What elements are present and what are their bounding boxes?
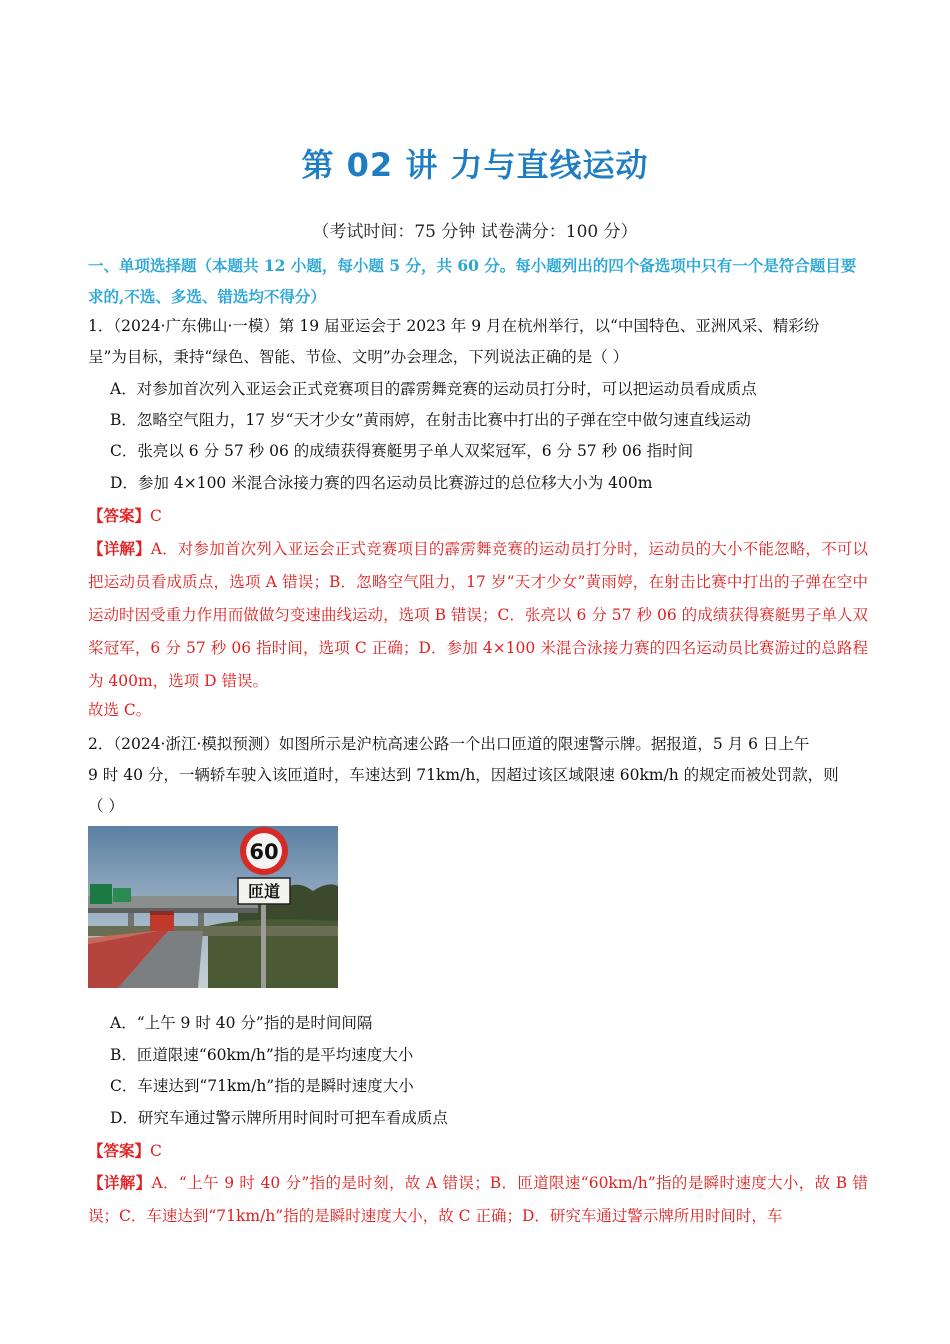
q1-answer (88, 500, 162, 532)
q2-option-c: C．车速达到“71km/h”指的是瞬时速度大小 (110, 1077, 414, 1095)
q2-stem-line3: （ ） (88, 797, 124, 815)
speed-limit-sign-photo (88, 826, 338, 988)
q2-option-d: D．研究车通过警示牌所用时间时可把车看成质点 (110, 1109, 448, 1127)
detail-text: A．“上午 9 时 40 分”指的是时刻，故 A 错误；B．匝道限速“60km/h”指的是瞬时速度大小，故 B 错误；C．车速达到“71km/h”指的是瞬时速度大小，故 C 正确；D．研究车通过警示牌所用时间时，车 (88, 1174, 868, 1225)
answer-label: 【答案】 (88, 506, 151, 525)
q1-detail (88, 532, 868, 698)
q2-stem-line1: 2．（2024·浙江·模拟预测）如图所示是沪杭高速公路一个出口匝道的限速警示牌。据报道，5 月 6 日上午 (88, 735, 810, 753)
q2-option-a: A．“上午 9 时 40 分”指的是时间间隔 (110, 1014, 373, 1032)
q1-option-d: D．参加 4×100 米混合泳接力赛的四名运动员比赛游过的总位移大小为 400m (110, 474, 653, 492)
q1-conclusion: 故选 C。 (88, 701, 152, 719)
answer-value: C (150, 1142, 162, 1160)
q1-option-a: A．对参加首次列入亚运会正式竞赛项目的霹雳舞竞赛的运动员打分时，可以把运动员看成质点 (110, 380, 757, 398)
q2-detail (88, 1166, 868, 1233)
q1-option-c: C．张亮以 6 分 57 秒 06 的成绩获得赛艇男子单人双桨冠军，6 分 57 秒 06 指时间 (110, 442, 694, 460)
q1-stem-line2: 呈”为目标，秉持“绿色、智能、节俭、文明”办会理念，下列说法正确的是（ ） (88, 348, 629, 366)
sign-speed-number: 60 (249, 840, 279, 864)
q1-option-b: B．忽略空气阻力，17 岁“天才少女”黄雨婷，在射击比赛中打出的子弹在空中做匀速直线运动 (110, 411, 751, 429)
detail-label: 【详解】 (88, 1173, 152, 1192)
answer-label: 【答案】 (88, 1141, 151, 1160)
exam-info: （考试时间：75 分钟 试卷满分：100 分） (312, 222, 638, 242)
detail-label: 【详解】 (88, 539, 151, 558)
detail-text: A．对参加首次列入亚运会正式竞赛项目的霹雳舞竞赛的运动员打分时，运动员的大小不能忽略，不可以把运动员看成质点，选项 A 错误；B．忽略空气阻力，17 岁“天才少女”黄雨婷，在射击比赛中打出的子弹在空中运动时因受重力作用而做做匀变速曲线运动，选项 B 错误；C．张亮以 6 分 57 秒 06 的成绩获得赛艇男子单人双桨冠军，6 分 57 秒 06 指时间，选项 C 正确；D．参加 4×100 米混合泳接力赛的四名运动员比赛游过的总路程为 400m，选项 D 错误。 (88, 540, 868, 690)
page-title: 第 02 讲 力与直线运动 (301, 146, 649, 184)
answer-value: C (150, 507, 162, 525)
q2-stem-line2: 9 时 40 分，一辆轿车驶入该匝道时，车速达到 71km/h，因超过该区域限速 60km/h 的规定而被处罚款，则 (88, 766, 839, 784)
q2-answer (88, 1135, 162, 1167)
q1-stem-line1: 1．（2024·广东佛山·一模）第 19 届亚运会于 2023 年 9 月在杭州举行，以“中国特色、亚洲风采、精彩纷 (88, 317, 820, 335)
q2-option-b: B．匝道限速“60km/h”指的是平均速度大小 (110, 1046, 414, 1064)
sign-ramp-text: 匝道 (247, 882, 281, 901)
section-heading: 一、单项选择题（本题共 12 小题，每小题 5 分，共 60 分。每小题列出的四个备选项中只有一个是符合题目要求的,不选、多选、错选均不得分） (88, 256, 857, 306)
